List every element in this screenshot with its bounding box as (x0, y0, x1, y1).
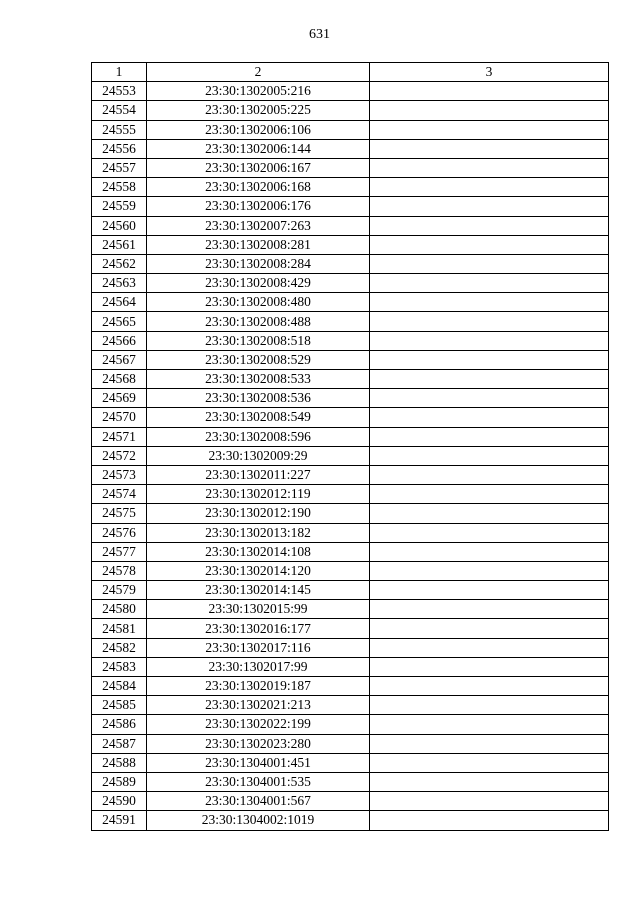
table-cell-col-3 (370, 561, 609, 580)
table-cell-col-1: 24582 (92, 638, 147, 657)
table-cell-col-3 (370, 312, 609, 331)
table-cell-col-3 (370, 772, 609, 791)
table-row (92, 581, 609, 600)
table-row (92, 446, 609, 465)
table-cell-col-2: 23:30:1302009:29 (147, 446, 370, 465)
table-cell-col-1: 24560 (92, 216, 147, 235)
table-cell-col-1: 24570 (92, 408, 147, 427)
table-cell-col-2: 23:30:1302005:216 (147, 82, 370, 101)
table-row (92, 312, 609, 331)
table-cell-col-3 (370, 619, 609, 638)
table-cell-col-2: 23:30:1302005:225 (147, 101, 370, 120)
table-cell-col-1: 24581 (92, 619, 147, 638)
table-cell-col-2: 23:30:1302008:518 (147, 331, 370, 350)
table-cell-col-2: 23:30:1302008:536 (147, 389, 370, 408)
table-row (92, 753, 609, 772)
table-cell-col-3 (370, 408, 609, 427)
table-cell-col-3 (370, 101, 609, 120)
table-row (92, 197, 609, 216)
table-cell-col-2: 23:30:1302006:168 (147, 178, 370, 197)
table-cell-col-1: 24578 (92, 561, 147, 580)
table-cell-col-3 (370, 465, 609, 484)
table-row (92, 101, 609, 120)
table-cell-col-3 (370, 158, 609, 177)
table-row (92, 408, 609, 427)
table-row (92, 120, 609, 139)
registry-table (91, 62, 609, 831)
table-cell-col-3 (370, 792, 609, 811)
table-row (92, 139, 609, 158)
table-cell-col-2: 23:30:1302012:119 (147, 485, 370, 504)
table-cell-col-3 (370, 504, 609, 523)
table-cell-col-1: 24573 (92, 465, 147, 484)
table-cell-col-2: 23:30:1302013:182 (147, 523, 370, 542)
table-cell-col-3 (370, 581, 609, 600)
table-row (92, 178, 609, 197)
table-cell-col-3 (370, 657, 609, 676)
table-row (92, 792, 609, 811)
table-cell-col-3 (370, 542, 609, 561)
table-cell-col-1: 24562 (92, 254, 147, 273)
table-cell-col-2: 23:30:1302014:108 (147, 542, 370, 561)
table-cell-col-1: 24584 (92, 677, 147, 696)
table-cell-col-3 (370, 178, 609, 197)
table-cell-col-2: 23:30:1302006:144 (147, 139, 370, 158)
table-cell-col-1: 24575 (92, 504, 147, 523)
table-cell-col-3 (370, 82, 609, 101)
page-number: 631 (309, 27, 330, 42)
table-cell-col-2: 23:30:1302008:284 (147, 254, 370, 273)
table-row (92, 715, 609, 734)
table-cell-col-2: 23:30:1302021:213 (147, 696, 370, 715)
column-header-2: 2 (147, 63, 370, 82)
table-cell-col-2: 23:30:1302017:99 (147, 657, 370, 676)
table-cell-col-1: 24577 (92, 542, 147, 561)
table-row (92, 274, 609, 293)
table-cell-col-2: 23:30:1302008:529 (147, 350, 370, 369)
table-body (92, 82, 609, 830)
table-row (92, 619, 609, 638)
table-cell-col-3 (370, 677, 609, 696)
table-cell-col-1: 24554 (92, 101, 147, 120)
table-row (92, 772, 609, 791)
table-cell-col-1: 24585 (92, 696, 147, 715)
table-cell-col-1: 24590 (92, 792, 147, 811)
table-cell-col-3 (370, 370, 609, 389)
table-cell-col-2: 23:30:1302008:596 (147, 427, 370, 446)
table-cell-col-2: 23:30:1302017:116 (147, 638, 370, 657)
table-cell-col-1: 24589 (92, 772, 147, 791)
table-cell-col-2: 23:30:1302014:145 (147, 581, 370, 600)
table-cell-col-1: 24579 (92, 581, 147, 600)
table-cell-col-2: 23:30:1302022:199 (147, 715, 370, 734)
table-row (92, 696, 609, 715)
table-row (92, 677, 609, 696)
table-cell-col-3 (370, 293, 609, 312)
table-row (92, 82, 609, 101)
table-cell-col-3 (370, 485, 609, 504)
table-cell-col-3 (370, 523, 609, 542)
table-row (92, 235, 609, 254)
table-cell-col-3 (370, 696, 609, 715)
table-cell-col-3 (370, 389, 609, 408)
table-cell-col-1: 24571 (92, 427, 147, 446)
table-cell-col-1: 24583 (92, 657, 147, 676)
table-cell-col-3 (370, 734, 609, 753)
table-cell-col-3 (370, 120, 609, 139)
table-row (92, 638, 609, 657)
table-cell-col-1: 24586 (92, 715, 147, 734)
table-cell-col-2: 23:30:1302019:187 (147, 677, 370, 696)
table-cell-col-1: 24553 (92, 82, 147, 101)
table-header (92, 63, 609, 82)
table-cell-col-2: 23:30:1302008:429 (147, 274, 370, 293)
table-cell-col-3 (370, 427, 609, 446)
table-cell-col-3 (370, 197, 609, 216)
table-cell-col-1: 24564 (92, 293, 147, 312)
table-cell-col-2: 23:30:1302014:120 (147, 561, 370, 580)
table-cell-col-3 (370, 254, 609, 273)
table-cell-col-1: 24557 (92, 158, 147, 177)
table-cell-col-1: 24558 (92, 178, 147, 197)
table-row (92, 523, 609, 542)
table-row (92, 254, 609, 273)
table-row (92, 600, 609, 619)
table-cell-col-2: 23:30:1302008:549 (147, 408, 370, 427)
table-cell-col-2: 23:30:1302008:480 (147, 293, 370, 312)
table-row (92, 293, 609, 312)
table-row (92, 350, 609, 369)
table-row (92, 216, 609, 235)
table-cell-col-1: 24559 (92, 197, 147, 216)
table-cell-col-1: 24591 (92, 811, 147, 830)
table-cell-col-3 (370, 235, 609, 254)
table-cell-col-1: 24563 (92, 274, 147, 293)
table-cell-col-2: 23:30:1302006:176 (147, 197, 370, 216)
table-cell-col-1: 24580 (92, 600, 147, 619)
table-row (92, 561, 609, 580)
table-cell-col-2: 23:30:1302007:263 (147, 216, 370, 235)
table-row (92, 734, 609, 753)
table-cell-col-3 (370, 139, 609, 158)
table-row (92, 389, 609, 408)
table-row (92, 657, 609, 676)
column-header-1: 1 (92, 63, 147, 82)
table-cell-col-1: 24588 (92, 753, 147, 772)
table-cell-col-1: 24566 (92, 331, 147, 350)
table-cell-col-1: 24587 (92, 734, 147, 753)
table-cell-col-1: 24561 (92, 235, 147, 254)
table-cell-col-3 (370, 331, 609, 350)
table-row (92, 504, 609, 523)
table-cell-col-1: 24567 (92, 350, 147, 369)
table-row (92, 542, 609, 561)
table-cell-col-2: 23:30:1302008:281 (147, 235, 370, 254)
table-cell-col-2: 23:30:1302011:227 (147, 465, 370, 484)
table-cell-col-2: 23:30:1304001:567 (147, 792, 370, 811)
table-row (92, 465, 609, 484)
table-cell-col-1: 24576 (92, 523, 147, 542)
table-row (92, 370, 609, 389)
table-cell-col-2: 23:30:1302012:190 (147, 504, 370, 523)
table-row (92, 158, 609, 177)
column-header-3: 3 (370, 63, 609, 82)
table-cell-col-2: 23:30:1302016:177 (147, 619, 370, 638)
table-cell-col-2: 23:30:1302006:167 (147, 158, 370, 177)
table-cell-col-3 (370, 600, 609, 619)
table-cell-col-3 (370, 216, 609, 235)
table-cell-col-2: 23:30:1304001:451 (147, 753, 370, 772)
table-cell-col-1: 24568 (92, 370, 147, 389)
table-cell-col-1: 24565 (92, 312, 147, 331)
table-cell-col-2: 23:30:1302008:488 (147, 312, 370, 331)
table-cell-col-1: 24556 (92, 139, 147, 158)
table-cell-col-3 (370, 638, 609, 657)
table-cell-col-1: 24555 (92, 120, 147, 139)
table-cell-col-3 (370, 350, 609, 369)
table-cell-col-2: 23:30:1302015:99 (147, 600, 370, 619)
table-cell-col-3 (370, 753, 609, 772)
table-cell-col-2: 23:30:1302023:280 (147, 734, 370, 753)
header-row (92, 63, 609, 82)
table-cell-col-2: 23:30:1302008:533 (147, 370, 370, 389)
table-cell-col-2: 23:30:1304002:1019 (147, 811, 370, 830)
table-cell-col-3 (370, 811, 609, 830)
table-cell-col-1: 24572 (92, 446, 147, 465)
table-cell-col-3 (370, 715, 609, 734)
table-row (92, 811, 609, 830)
table-cell-col-2: 23:30:1302006:106 (147, 120, 370, 139)
table-cell-col-1: 24569 (92, 389, 147, 408)
table-row (92, 427, 609, 446)
table-row (92, 331, 609, 350)
table-cell-col-1: 24574 (92, 485, 147, 504)
table-row (92, 485, 609, 504)
table-cell-col-2: 23:30:1304001:535 (147, 772, 370, 791)
table-cell-col-3 (370, 274, 609, 293)
table-cell-col-3 (370, 446, 609, 465)
